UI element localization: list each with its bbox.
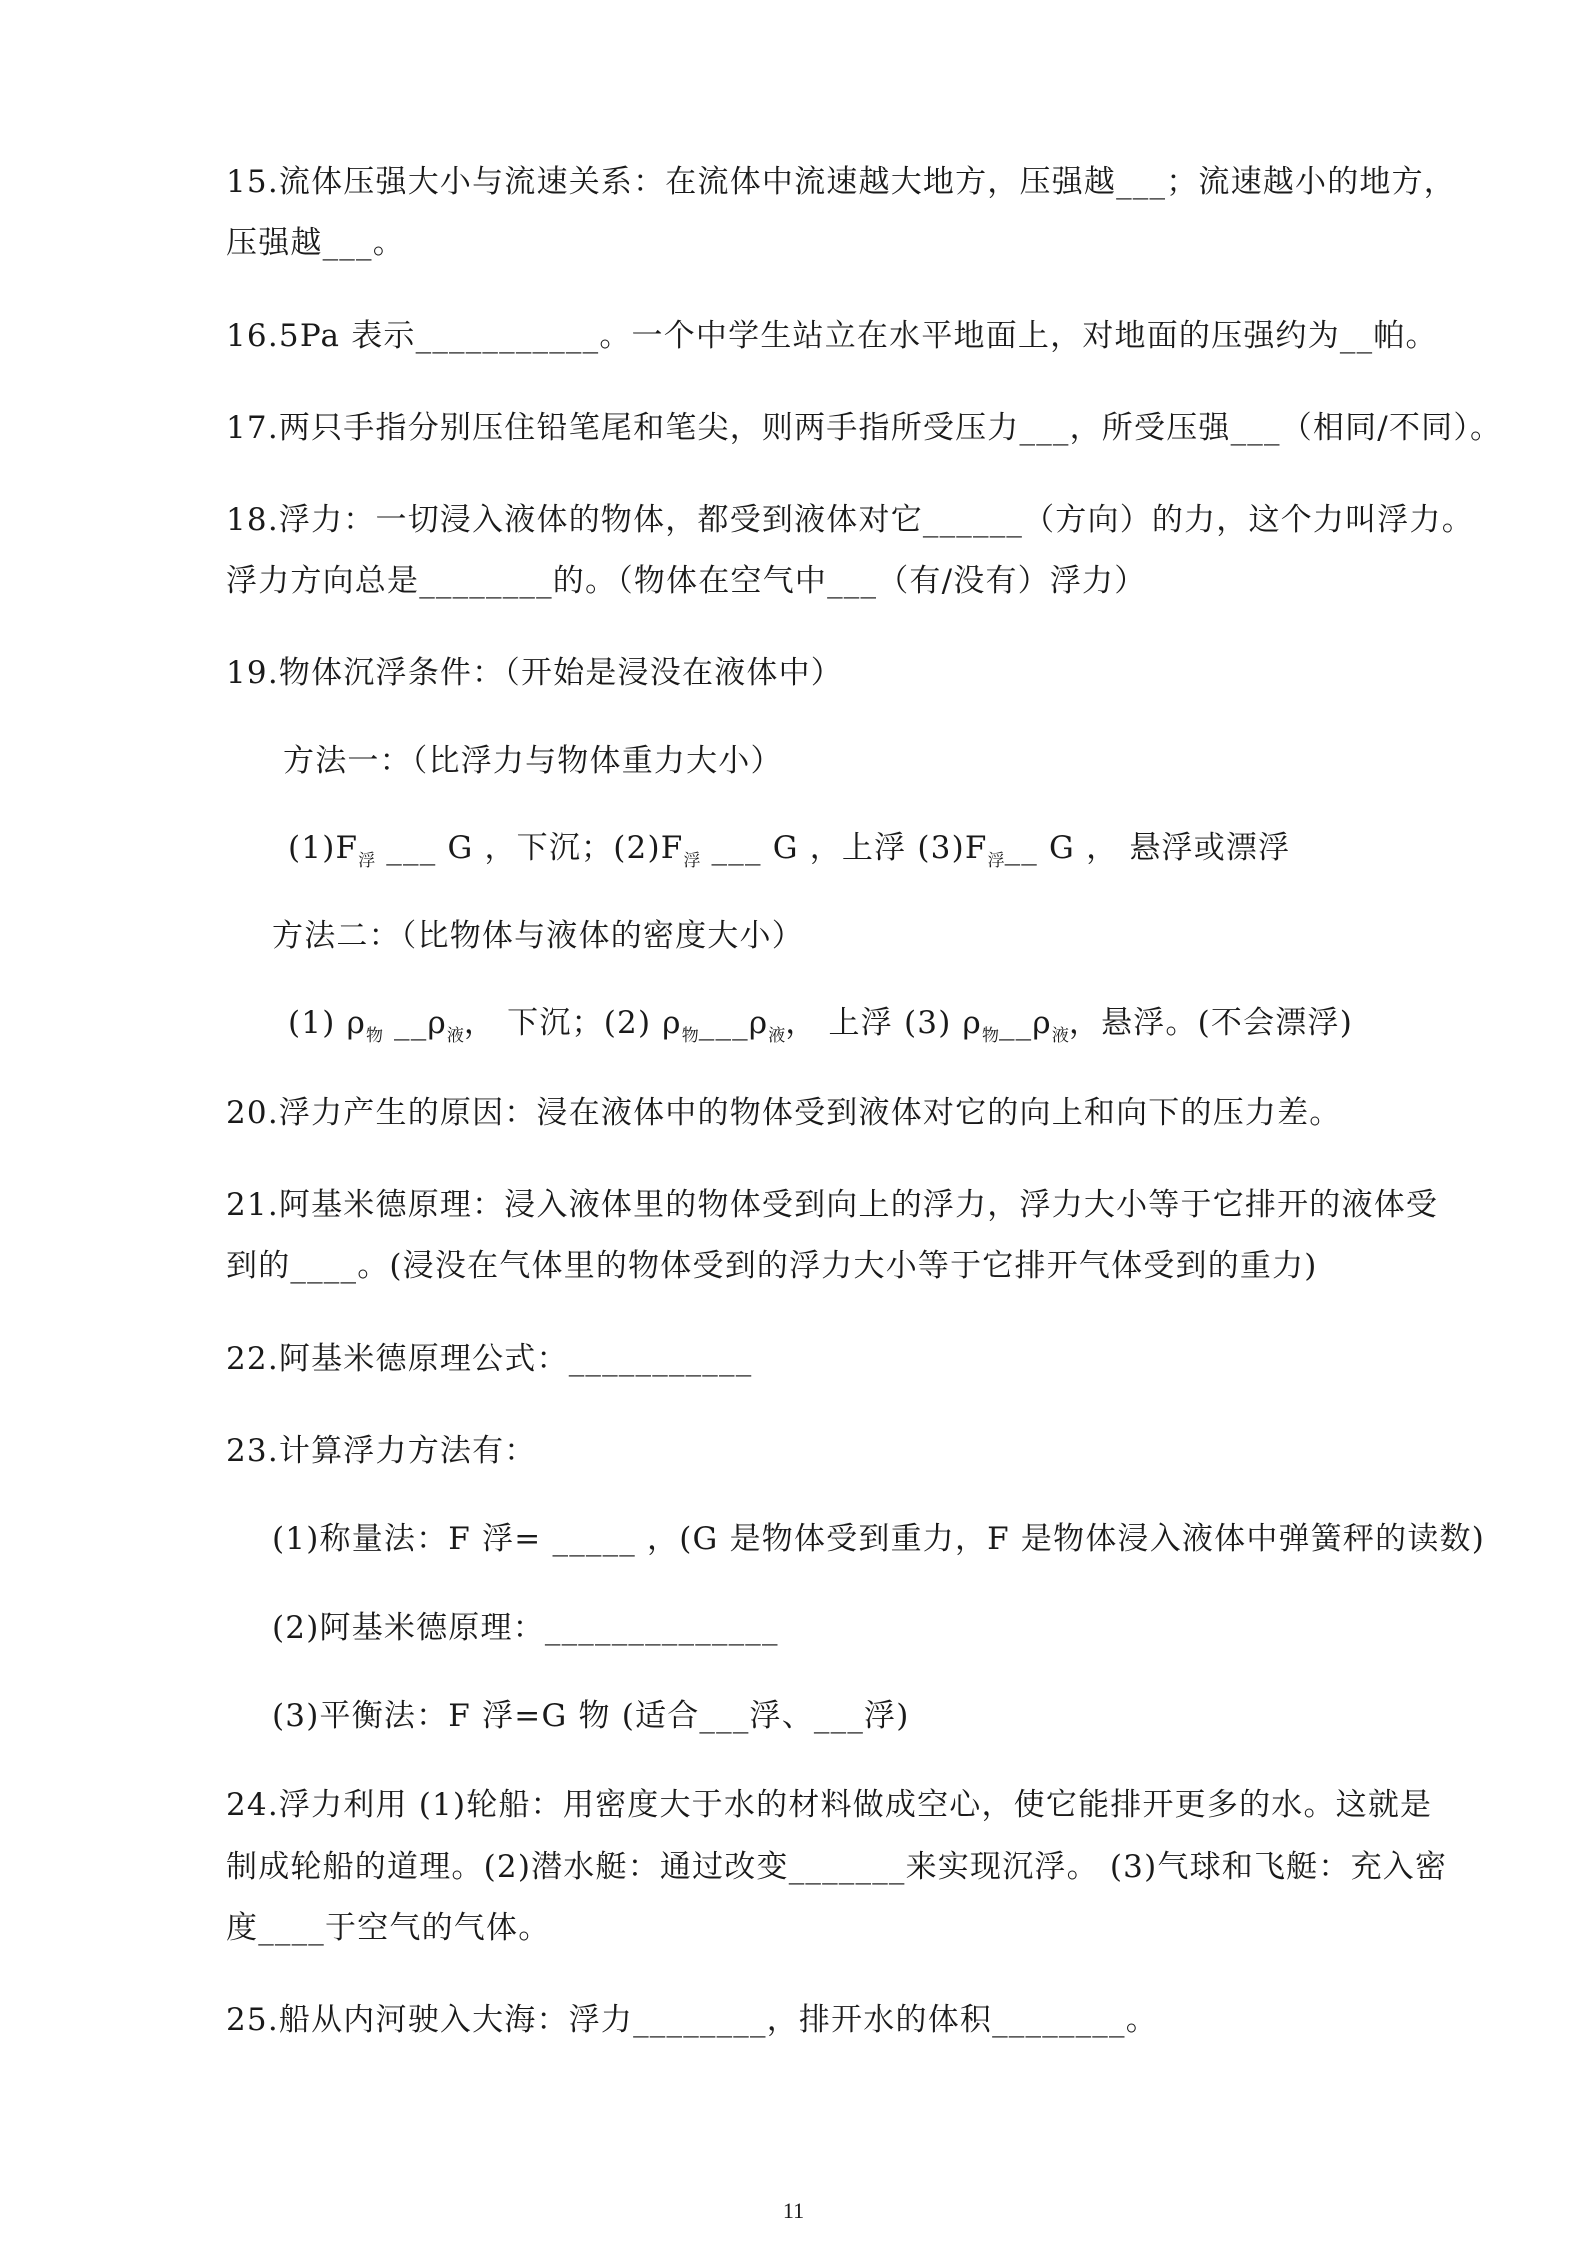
q16-line-1: 16.5Pa 表示___________。一个中学生站立在水平地面上，对地面的压强约为__帕。 <box>226 318 1438 354</box>
q19-method-2: 方法二：（比物体与液体的密度大小） <box>272 918 804 954</box>
q15-line-2: 压强越___。 <box>226 225 405 261</box>
m1-subscript: 浮 <box>683 851 701 871</box>
q21-line-2: 到的____。(浸没在气体里的物体受到的浮力大小等于它排开气体受到的重力) <box>226 1248 1318 1284</box>
m2-subscript: 液 <box>1051 1026 1069 1046</box>
m2-subscript: 物 <box>366 1026 383 1046</box>
q21-line-1: 21.阿基米德原理：浸入液体里的物体受到向上的浮力，浮力大小等于它排开的液体受 <box>226 1187 1439 1223</box>
q23-item-1: (1)称量法：F 浮= _____ ，(G 是物体受到重力，F 是物体浸入液体中弹簧秤的读数) <box>272 1521 1486 1557</box>
page-number: 11 <box>782 2198 805 2223</box>
q23-item-2: (2)阿基米德原理：______________ <box>272 1610 779 1646</box>
m2-text: ，悬浮。(不会漂浮) <box>1068 1005 1354 1041</box>
q23-item-3: (3)平衡法：F 浮=G 物 (适合___浮、___浮) <box>272 1698 910 1734</box>
q24-line-2: 制成轮船的道理。(2)潜水艇：通过改变_______来实现沉浮。 (3)气球和飞艇：充入密 <box>226 1849 1448 1885</box>
q20-line-1: 20.浮力产生的原因：浸在液体中的物体受到液体对它的向上和向下的压力差。 <box>226 1095 1342 1131</box>
q18-line-1: 18.浮力：一切浸入液体的物体，都受到液体对它______（方向）的力，这个力叫浮力。 <box>226 502 1474 538</box>
m2-subscript: 液 <box>446 1026 464 1046</box>
q19-line-1: 19.物体沉浮条件：（开始是浸没在液体中） <box>226 655 843 691</box>
m2-subscript: 物 <box>981 1026 999 1046</box>
m2-text: (1) ρ <box>288 1005 366 1041</box>
q17-line-1: 17.两只手指分别压住铅笔尾和笔尖，则两手指所受压力___，所受压强___（相同/不同）。 <box>226 410 1503 446</box>
q24-line-3: 度____于空气的气体。 <box>226 1910 551 1946</box>
q19-method-1: 方法一：（比浮力与物体重力大小） <box>283 743 783 779</box>
m1-text: ___ G ，下沉；(2)F <box>375 830 684 866</box>
m2-text: __ρ <box>383 1005 447 1041</box>
q22-line-1: 22.阿基米德原理公式：___________ <box>226 1341 753 1377</box>
m2-text: ___ρ <box>698 1005 769 1041</box>
q25-line-1: 25.船从内河驶入大海：浮力________，排开水的体积________。 <box>226 2002 1158 2038</box>
m1-text: ___ G ，上浮 (3)F <box>700 830 988 866</box>
m2-text: ， 下沉；(2) ρ <box>463 1005 682 1041</box>
m1-text: (1)F <box>288 830 359 866</box>
q18-line-2: 浮力方向总是________的。（物体在空气中___（有/没有）浮力） <box>226 563 1147 599</box>
m2-subscript: 物 <box>681 1026 699 1046</box>
m2-subscript: 液 <box>768 1026 786 1046</box>
m2-text: ， 上浮 (3) ρ <box>785 1005 982 1041</box>
m2-text: __ρ <box>998 1005 1052 1041</box>
q24-line-1: 24.浮力利用 (1)轮船：用密度大于水的材料做成空心，使它能排开更多的水。这就是 <box>226 1787 1433 1823</box>
m1-subscript: 浮 <box>987 851 1005 871</box>
m1-text: __ G ， 悬浮或漂浮 <box>1004 830 1291 866</box>
q23-line-1: 23.计算浮力方法有： <box>226 1433 537 1469</box>
q15-line-1: 15.流体压强大小与流速关系：在流体中流速越大地方，压强越___；流速越小的地方， <box>226 164 1456 200</box>
q19-method-1-conditions <box>288 828 1290 881</box>
m1-subscript: 浮 <box>358 851 376 871</box>
q19-method-2-conditions <box>288 1003 1353 1056</box>
